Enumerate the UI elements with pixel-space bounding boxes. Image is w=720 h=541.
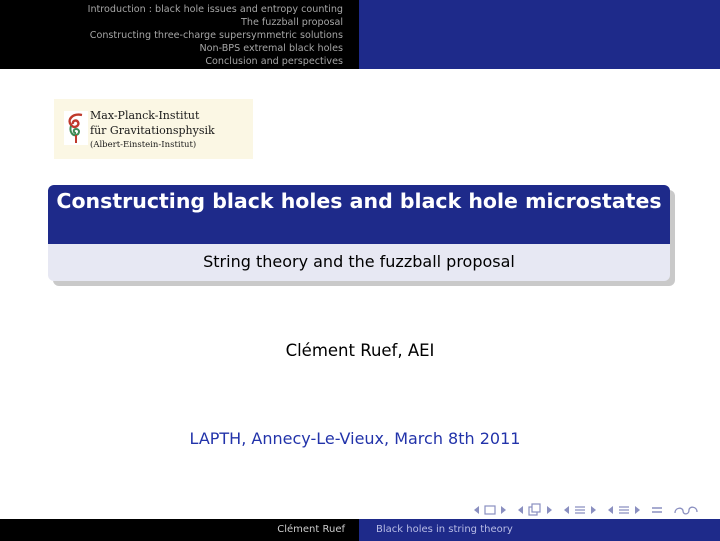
event-info: LAPTH, Annecy-Le-Vieux, March 8th 2011 <box>189 429 521 448</box>
footer-short-title: Black holes in string theory <box>376 524 513 535</box>
next-section-icon[interactable] <box>590 505 597 515</box>
author-affiliation: Clément Ruef, AEI <box>285 341 435 360</box>
frame-icon[interactable] <box>484 504 496 516</box>
next-frame-icon[interactable] <box>500 505 507 515</box>
prev-subsection-icon[interactable] <box>517 505 524 515</box>
logo-line-1: Max-Planck-Institut <box>90 109 200 122</box>
institute-logo <box>54 99 253 159</box>
nav-section-conclusion[interactable]: Conclusion and perspectives <box>205 56 343 67</box>
nav-section-non-bps[interactable]: Non-BPS extremal black holes <box>199 43 343 54</box>
align-icon[interactable] <box>651 504 663 516</box>
footer-title-panel <box>359 519 720 541</box>
presentation-subtitle: String theory and the fuzzball proposal <box>48 244 670 281</box>
nav-section-three-charge[interactable]: Constructing three-charge supersymmetric solutions <box>89 30 343 41</box>
header-bar <box>0 0 720 69</box>
next-slide-icon[interactable] <box>634 505 641 515</box>
header-blue-panel <box>359 0 720 69</box>
logo-text <box>90 108 215 152</box>
title-block <box>48 185 670 281</box>
prev-section-icon[interactable] <box>563 505 570 515</box>
footer-author: Clément Ruef <box>277 524 345 535</box>
header-nav-panel <box>0 0 359 69</box>
presentation-title: Constructing black holes and black hole microstates <box>48 185 670 244</box>
section-icon[interactable] <box>574 504 586 516</box>
logo-line-2: für Gravitationsphysik <box>90 124 215 137</box>
search-icon[interactable] <box>673 504 699 516</box>
logo-line-3: (Albert-Einstein-Institut) <box>90 140 197 150</box>
footer-author-panel <box>0 519 359 541</box>
next-subsection-icon[interactable] <box>546 505 553 515</box>
nav-section-fuzzball[interactable]: The fuzzball proposal <box>241 17 343 28</box>
beamer-navigation-symbols <box>473 502 703 518</box>
prev-slide-icon[interactable] <box>607 505 614 515</box>
nav-section-introduction[interactable]: Introduction : black hole issues and entropy counting <box>87 4 343 15</box>
prev-frame-icon[interactable] <box>473 505 480 515</box>
mpg-emblem-icon <box>64 111 88 145</box>
section-navigation <box>0 3 359 68</box>
subsection-icon[interactable] <box>528 503 542 517</box>
slide-icon[interactable] <box>618 504 630 516</box>
